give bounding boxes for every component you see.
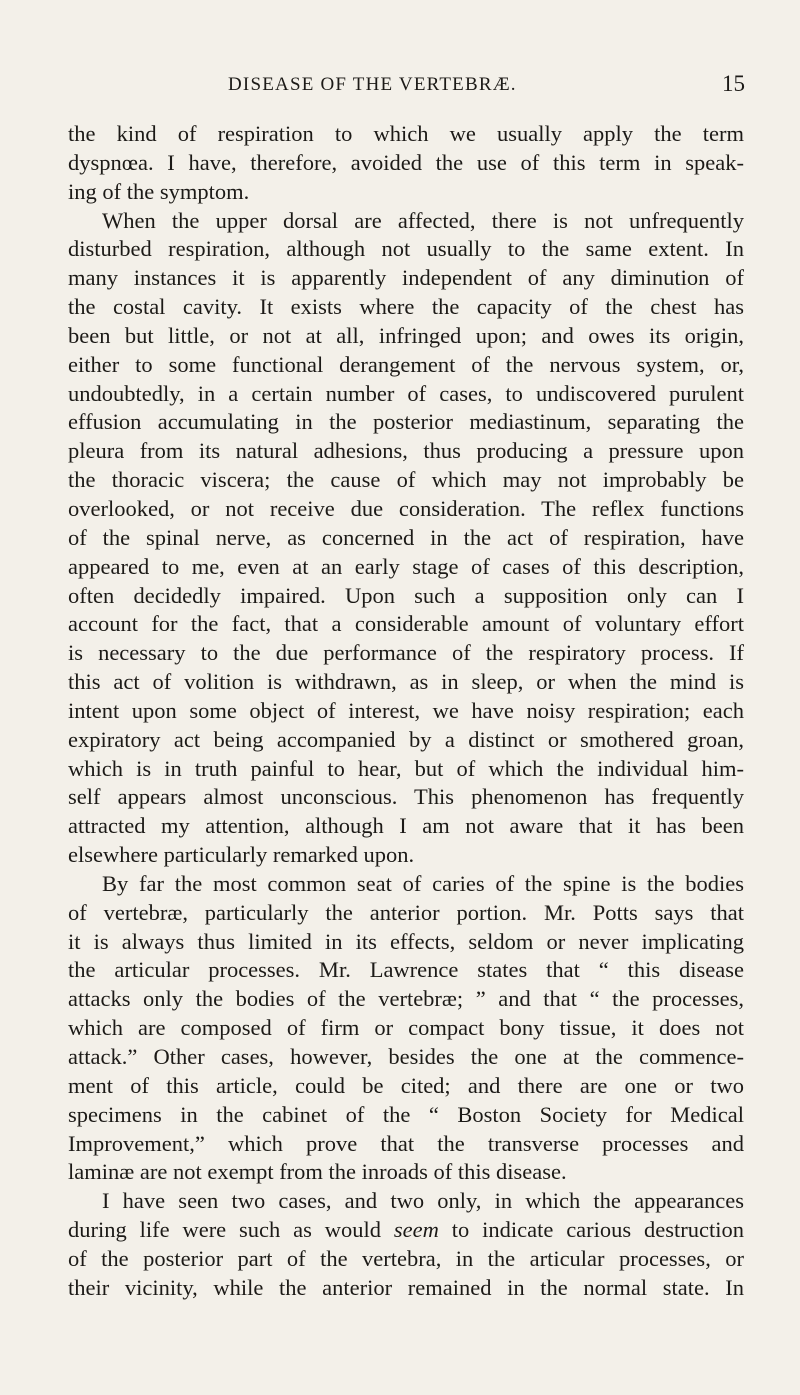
text-line: of vertebræ, particularly the anterior portion. Mr. Potts says that	[68, 899, 744, 925]
text-line: of the spinal nerve, as concerned in the act of respiration, have	[68, 524, 744, 550]
text-line: attacks only the bodies of the vertebræ; ” and that “ the processes,	[68, 986, 744, 1012]
page-header	[0, 0, 800, 120]
text-line: elsewhere particularly remarked upon.	[68, 842, 415, 868]
text-segment: during life were such as would	[68, 1217, 382, 1243]
text-line: either to some functional derangement of the nervous system, or,	[68, 351, 744, 377]
running-head: DISEASE OF THE VERTEBRÆ.	[228, 74, 517, 95]
text-line: attack.” Other cases, however, besides the one at the commence-	[68, 1044, 744, 1069]
text-line: overlooked, or not receive due consideration. The reflex functions	[68, 495, 744, 521]
text-line: the articular processes. Mr. Lawrence states that “ this disease	[68, 957, 744, 983]
text-line: effusion accumulating in the posterior mediastinum, separating the	[68, 409, 744, 435]
page-number: 15	[722, 71, 745, 96]
paragraph-start-line: By far the most common seat of caries of the spine is the bodies	[102, 870, 744, 896]
text-line: been but little, or not at all, infringed upon; and owes its origin,	[68, 322, 744, 348]
text-line: is necessary to the due performance of the respiratory process. If	[68, 640, 744, 666]
text-body	[68, 120, 744, 1303]
text-line: Improvement,” which prove that the transverse processes and	[68, 1130, 744, 1156]
text-line: dyspnœa. I have, therefore, avoided the use of this term in speak-	[68, 149, 744, 175]
text-line: ing of the symptom.	[68, 178, 250, 204]
text-line: account for the fact, that a considerable amount of voluntary effort	[68, 611, 744, 637]
text-line: appeared to me, even at an early stage of cases of this description,	[68, 553, 744, 579]
text-line: specimens in the cabinet of the “ Boston Society for Medical	[68, 1101, 744, 1127]
text-line: undoubtedly, in a certain number of cases, to undiscovered purulent	[68, 380, 744, 406]
italic-word: seem	[393, 1217, 439, 1243]
text-line: their vicinity, while the anterior remained in the normal state. In	[68, 1274, 744, 1300]
text-line: many instances it is apparently independent of any diminution of	[68, 265, 744, 291]
text-line: the kind of respiration to which we usually apply the term	[68, 121, 744, 146]
text-line: which is in truth painful to hear, but of which the individual him-	[68, 755, 744, 781]
paragraph-start-line: I have seen two cases, and two only, in which the appearances	[102, 1188, 744, 1214]
text-line: attracted my attention, although I am not aware that it has been	[68, 813, 744, 839]
text-line: the costal cavity. It exists where the capacity of the chest has	[68, 294, 744, 320]
text-segment: to indicate carious destruction	[451, 1217, 745, 1243]
text-line: pleura from its natural adhesions, thus producing a pressure upon	[68, 438, 744, 464]
text-line: often decidedly impaired. Upon such a supposition only can I	[68, 582, 744, 608]
text-line: expiratory act being accompanied by a distinct or smothered groan,	[68, 726, 744, 752]
text-line: disturbed respiration, although not usually to the same extent. In	[68, 236, 744, 262]
text-line: this act of volition is withdrawn, as in sleep, or when the mind is	[68, 669, 744, 695]
paragraph-start-line: When the upper dorsal are affected, there is not unfrequently	[102, 207, 744, 233]
text-line: self appears almost unconscious. This phenomenon has frequently	[68, 784, 744, 810]
text-line: intent upon some object of interest, we have noisy respiration; each	[68, 697, 744, 723]
text-line-with-italic	[68, 1216, 744, 1245]
text-line: of the posterior part of the vertebra, in the articular processes, or	[68, 1245, 744, 1271]
text-line: which are composed of firm or compact bony tissue, it does not	[68, 1015, 744, 1041]
text-line: it is always thus limited in its effects, seldom or never implicating	[68, 928, 744, 954]
text-line: laminæ are not exempt from the inroads of this disease.	[68, 1159, 567, 1185]
text-line: the thoracic viscera; the cause of which may not improbably be	[68, 467, 744, 493]
text-line: ment of this article, could be cited; and there are one or two	[68, 1072, 744, 1098]
